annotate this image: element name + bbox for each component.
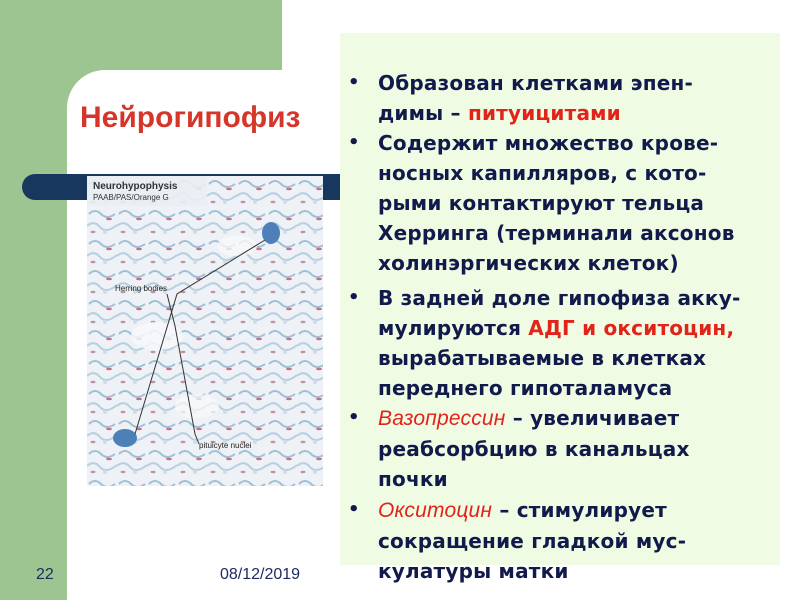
micrograph-image (87, 176, 323, 486)
bullet-dot: • (348, 287, 360, 308)
bullet-line: реабсорбцию в канальцах (378, 437, 690, 461)
highlighted-term: питуицитами (467, 101, 621, 125)
slide-date: 08/12/2019 (220, 566, 301, 583)
bullet-line: Содержит множество крове- (378, 131, 719, 155)
bullet-line: носных капилляров, с кото- (378, 161, 707, 185)
pituicyte-nucleus-bottom (113, 429, 137, 447)
highlighted-term: Окситоцин (378, 499, 493, 522)
bullet-dot: • (348, 407, 360, 428)
bullet-item (340, 68, 693, 128)
bullet-line: мулируются АДГ и окситоцин, (378, 316, 735, 340)
bullet-line: димы – питуицитами (378, 101, 621, 125)
bullet-line: Херринга (терминали аксонов (378, 221, 735, 245)
slide-title: Нейрогипофиз (80, 101, 301, 134)
highlighted-term: АДГ и окситоцин, (528, 316, 735, 340)
bullet-line: переднего гипоталамуса (378, 376, 673, 400)
bullet-item (340, 403, 690, 494)
bullet-dot: • (348, 132, 360, 153)
label-herring-bodies: Herring bodies (115, 284, 168, 293)
micrograph-title: Neurohypophysis (93, 181, 178, 192)
bullet-dot: • (348, 72, 360, 93)
bullet-item (340, 495, 686, 586)
bullet-item (340, 128, 735, 278)
bullet-line: почки (378, 467, 448, 491)
bullet-line: вырабатываемые в клетках (378, 346, 707, 370)
bullet-line: сокращение гладкой мус- (378, 529, 687, 553)
bullet-line: В задней доле гипофиза акку- (378, 286, 741, 310)
label-pituicyte-nuclei: pituicyte nuclei (199, 441, 252, 450)
bullet-line: Окситоцин – стимулирует (378, 498, 667, 522)
micrograph-stain: PAAB/PAS/Orange G (93, 193, 169, 202)
bullet-dot: • (348, 499, 360, 520)
slide-number: 22 (36, 566, 54, 583)
micrograph-svg (87, 176, 323, 486)
bullet-line: Образован клетками эпен- (378, 71, 694, 95)
highlighted-term: Вазопрессин (378, 407, 506, 430)
bullet-line: холинэргических клеток) (378, 251, 679, 275)
bullet-line: Вазопрессин – увеличивает (378, 406, 680, 430)
bullet-line: кулатуры матки (378, 559, 569, 583)
bullet-line: рыми контактируют тельца (378, 191, 705, 215)
bullet-item (340, 283, 740, 403)
content-box (340, 33, 780, 583)
